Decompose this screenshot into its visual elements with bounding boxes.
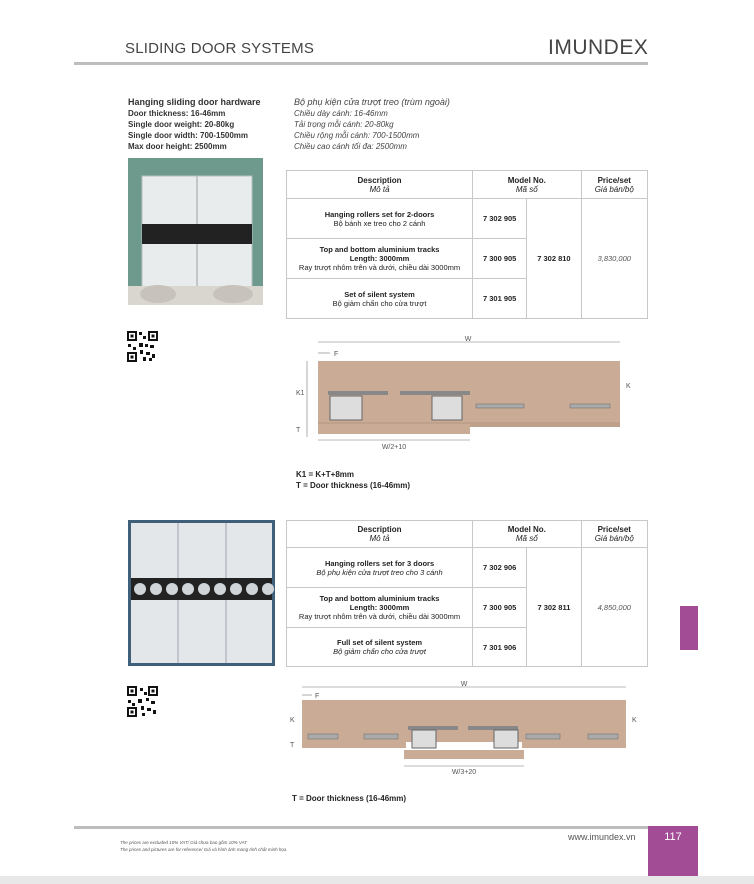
website-link[interactable]: www.imundex.vn <box>568 832 636 842</box>
col-header-model: Model No. Mã số <box>473 171 581 199</box>
brand-logo: IMUNDEX <box>548 36 649 59</box>
formula-notes: K1 = K+T+8mm T = Door thickness (16-46mm) <box>296 470 411 490</box>
spec-line: Max door height: 2500mm <box>128 142 227 151</box>
set-model: 7 302 810 <box>527 199 581 319</box>
installation-diagram-2-door <box>290 332 630 462</box>
dim-w-label: W <box>464 336 472 343</box>
product-photo-3-door <box>128 520 275 666</box>
table-row: Set of silent system Bộ giảm chấn cho cửa trượt 7 301 905 <box>287 279 648 319</box>
product-photo-2-door <box>128 158 263 305</box>
section-tab-marker <box>680 606 698 650</box>
installation-diagram-3-door <box>288 680 642 785</box>
spec-line: Door thickness: 16-46mm <box>128 109 226 118</box>
dim-f-label: F <box>334 351 339 358</box>
dim-w-half-label: W/2+10 <box>381 444 407 451</box>
col-header-price: Price/set Giá bán/bộ <box>581 521 647 548</box>
spec-line: Single door weight: 20-80kg <box>128 120 235 129</box>
page-title: SLIDING DOOR SYSTEMS <box>125 40 315 57</box>
product-title-en: Hanging sliding door hardware <box>128 97 261 107</box>
col-header-description: Description Mô tả <box>287 521 473 548</box>
spec-line: Chiều cao cánh tối đa: 2500mm <box>294 142 407 151</box>
dim-t-label: T <box>296 427 301 434</box>
col-header-description: Description Mô tả <box>287 171 473 199</box>
dim-f-label: F <box>315 693 320 700</box>
col-header-price: Price/set Giá bán/bộ <box>581 171 647 199</box>
thickness-note: T = Door thickness (16-46mm) <box>292 794 407 803</box>
spec-line: Tải trọng mỗi cánh: 20-80kg <box>294 120 394 129</box>
footer-divider <box>74 826 648 829</box>
bottom-bar <box>0 876 754 884</box>
dim-w-label: W <box>460 681 468 688</box>
price-table-2-door <box>286 170 648 319</box>
set-model: 7 302 811 <box>527 548 581 667</box>
spec-line: Chiều dày cánh: 16-46mm <box>294 109 388 118</box>
dim-k1-label: K1 <box>296 390 305 397</box>
footer-notes: The prices are excluded 10% VAT/ Giá chưa bao gồm 10% VAT The prices and pictures are for reference/ Giá và hình ảnh mang tính chất minh họa <box>120 840 287 852</box>
product-title-vi: Bộ phụ kiện cửa trượt treo (trùm ngoài) <box>294 97 450 107</box>
dim-w-third-label: W/3+20 <box>451 769 477 776</box>
price-table-3-door <box>286 520 648 667</box>
table-row: Hanging rollers set for 3 doors Bộ phụ kiện cửa trượt treo cho 3 cánh 7 302 906 7 302 811 4,850,000 <box>287 548 648 588</box>
spec-line: Single door width: 700-1500mm <box>128 131 249 140</box>
set-price: 4,850,000 <box>581 548 647 667</box>
dim-k-label: K <box>290 717 295 724</box>
dim-t-label: T <box>290 742 295 749</box>
qr-code-icon[interactable] <box>126 330 159 368</box>
set-price: 3,830,000 <box>581 199 647 319</box>
page-number: 117 <box>648 826 698 876</box>
header-divider <box>74 62 648 65</box>
dim-k-label: K <box>626 383 631 390</box>
table-row: Top and bottom aluminium tracks Length: 3000mm Ray trượt nhôm trên và dưới, chiều dài 3000mm 7 300 905 <box>287 239 648 279</box>
dim-k-label-right: K <box>632 717 637 724</box>
specs-english <box>128 96 261 152</box>
table-row: Full set of silent system Bộ giảm chấn cho cửa trượt 7 301 906 <box>287 628 648 667</box>
table-row: Hanging rollers set for 2-doors Bộ bánh xe treo cho 2 cánh 7 302 905 7 302 810 3,830,000 <box>287 199 648 239</box>
spec-line: Chiều rộng mỗi cánh: 700-1500mm <box>294 131 420 140</box>
qr-code-icon[interactable] <box>126 685 159 723</box>
col-header-model: Model No. Mã số <box>473 521 581 548</box>
specs-vietnamese <box>294 96 450 152</box>
table-row: Top and bottom aluminium tracks Length: 3000mm Ray trượt nhôm trên và dưới, chiều dài 3000mm 7 300 905 <box>287 588 648 628</box>
